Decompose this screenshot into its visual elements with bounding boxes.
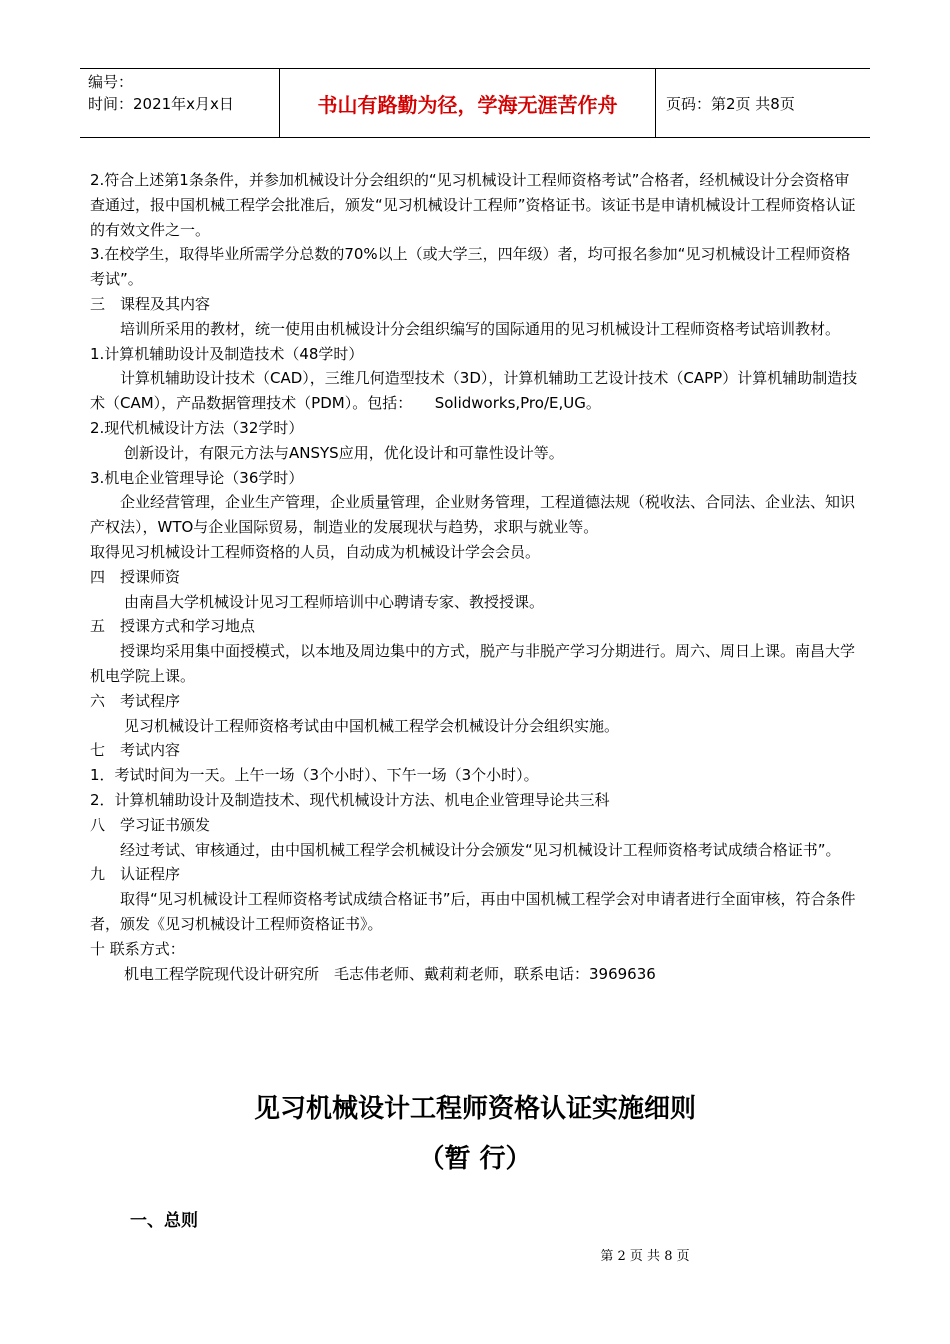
page-footer: 第 2 页 共 8 页 xyxy=(600,1249,690,1264)
paragraph: 由南昌大学机械设计见习工程师培训中心聘请专家、教授授课。 xyxy=(124,592,545,611)
paragraph: 取得见习机械设计工程师资格的人员，自动成为机械设计学会会员。 xyxy=(90,542,541,561)
header-meta xyxy=(80,69,280,137)
section-heading: 三 课程及其内容 xyxy=(90,294,211,313)
paragraph: 3.在校学生，取得毕业所需学分总数的70%以上（或大学三，四年级）者，均可报名参加“见习机械设计工程师资格考试”。 xyxy=(90,245,851,289)
document-title: 见习机械设计工程师资格认证实施细则 xyxy=(253,1094,696,1124)
course-heading: 1.计算机辅助设计及制造技术（48学时） xyxy=(90,344,364,363)
paragraph: 创新设计，有限元方法与ANSYS应用，优化设计和可靠性设计等。 xyxy=(124,443,564,462)
document-number: 编号： xyxy=(88,73,134,91)
paragraph: 取得“见习机械设计工程师资格考试成绩合格证书”后，再由中国机械工程学会对申请者进行全面审核，符合条件者，颁发《见习机械设计工程师资格证书》。 xyxy=(90,890,856,933)
paragraph: 企业经营管理，企业生产管理，企业质量管理，企业财务管理，工程道德法规（税收法、合同法、企业法、知识产权法），WTO与企业国际贸易，制造业的发展现状与趋势，求职与就业等。 xyxy=(90,493,856,537)
paragraph: 培训所采用的教材，统一使用由机械设计分会组织编写的国际通用的见习机械设计工程师资格考试培训教材。 xyxy=(120,319,841,338)
paragraph: 机电工程学院现代设计研究所 毛志伟老师、戴莉莉老师，联系电话：3969636 xyxy=(124,964,656,983)
paragraph: 2.符合上述第1条条件，并参加机械设计分会组织的“见习机械设计工程师资格考试”合格者，经机械设计分会资格审查通过，报中国机械工程学会批准后，颁发“见习机械设计工程师”资格证书。该证书是申请机械设计工程师资格认证的有效文件之一。 xyxy=(90,171,856,239)
section-heading: 四 授课师资 xyxy=(90,567,181,586)
course-heading: 3.机电企业管理导论（36学时） xyxy=(90,468,304,487)
paragraph: 授课均采用集中面授模式，以本地及周边集中的方式，脱产与非脱产学习分期进行。周六、周日上课。南昌大学机电学院上课。 xyxy=(90,642,856,685)
document-body xyxy=(90,168,862,986)
section-heading: 六 考试程序 xyxy=(90,691,181,710)
section-title: 一、总则 xyxy=(130,1211,198,1231)
section-heading: 五 授课方式和学习地点 xyxy=(90,617,256,636)
header-motto: 书山有路勤为径，学海无涯苦作舟 xyxy=(280,69,656,137)
section-heading: 七 考试内容 xyxy=(90,741,181,760)
paragraph: 经过考试、审核通过，由中国机械工程学会机械设计分会颁发“见习机械设计工程师资格考试成绩合格证书”。 xyxy=(120,840,841,859)
document-subtitle: （暂 行） xyxy=(418,1144,532,1174)
paragraph: 见习机械设计工程师资格考试由中国机械工程学会机械设计分会组织实施。 xyxy=(124,716,620,735)
header-page-info: 页码：第2页 共8页 xyxy=(666,94,795,113)
section-heading: 九 认证程序 xyxy=(90,865,181,884)
paragraph: 1．考试时间为一天。上午一场（3个小时）、下午一场（3个小时）。 xyxy=(90,766,539,785)
page-header xyxy=(80,68,870,138)
paragraph: 计算机辅助设计技术（CAD），三维几何造型技术（3D），计算机辅助工艺设计技术（CAPP）计算机辅助制造技术（CAM），产品数据管理技术（PDM）。包括： Solidworks,Pro/E,UG。 xyxy=(90,369,858,413)
document-time: 时间：2021年x月x日 xyxy=(88,95,234,113)
paragraph: 2．计算机辅助设计及制造技术、现代机械设计方法、机电企业管理导论共三科 xyxy=(90,790,610,809)
section-heading: 十 联系方式： xyxy=(90,939,185,958)
course-heading: 2.现代机械设计方法（32学时） xyxy=(90,418,304,437)
section-heading: 八 学习证书颁发 xyxy=(90,815,211,834)
